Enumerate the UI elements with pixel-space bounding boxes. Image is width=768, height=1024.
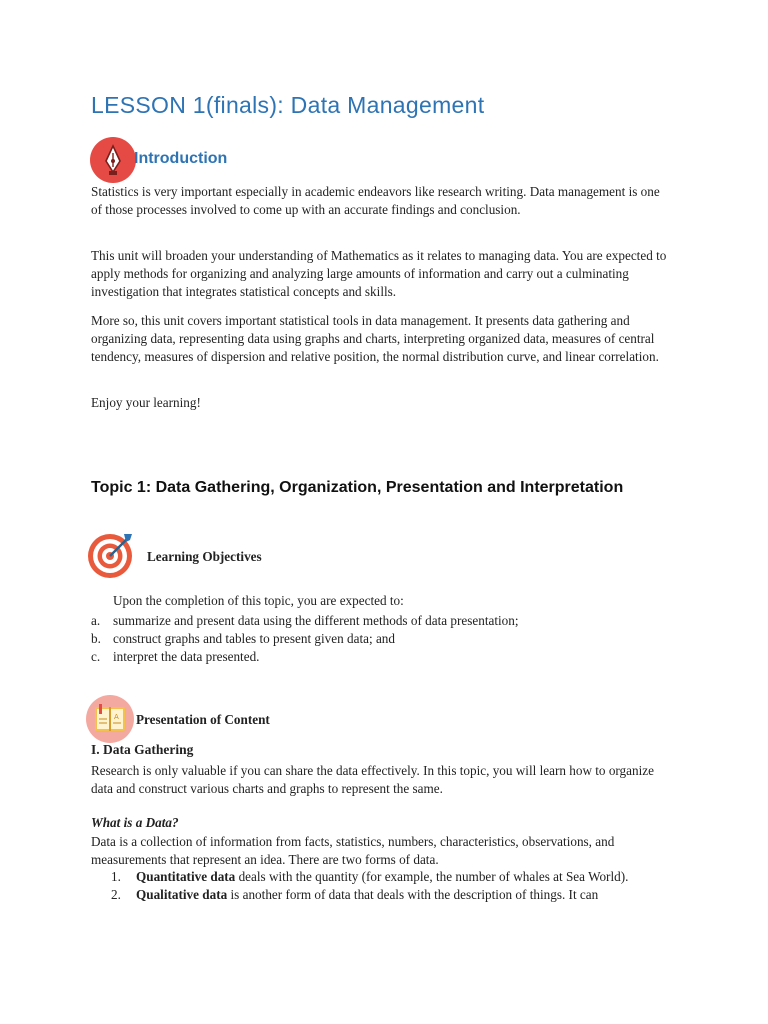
intro-paragraph-4: Enjoy your learning! — [91, 395, 201, 410]
learning-objectives-label: Learning Objectives — [147, 549, 262, 564]
what-is-data-heading: What is a Data? — [91, 815, 179, 830]
topic-heading: Topic 1: Data Gathering, Organization, Presentation and Interpretation — [91, 479, 624, 496]
presentation-header — [86, 695, 386, 745]
data-forms-list — [111, 868, 671, 904]
intro-paragraph-1: Statistics is very important especially in academic endeavors like research writing. Data management is one of those processes involved to come up with an accurate findings and conclusion. — [91, 184, 660, 217]
list-item: 1. Quantitative data deals with the quantity (for example, the number of whales at Sea World). — [111, 869, 629, 884]
list-item: 2. Qualitative data is another form of data that deals with the description of things. It can — [111, 887, 599, 902]
list-item: c. interpret the data presented. — [91, 649, 260, 664]
book-icon — [86, 695, 134, 743]
intro-paragraph-3: More so, this unit covers important statistical tools in data management. It presents data gathering and organizing data, representing data using graphs and charts, interpreting organized data, measures of central tendency, measures of dispersion and relative position, the normal distribution curve, and linear correlation. — [91, 313, 659, 364]
lesson-title: LESSON 1(finals): Data Management — [91, 92, 485, 118]
intro-paragraph-2: This unit will broaden your understanding of Mathematics as it relates to managing data. You are expected to apply methods for organizing and analyzing large amounts of information and carry out a culminating investigation that integrates statistical concepts and skills. — [91, 248, 667, 299]
objectives-list — [91, 612, 519, 666]
svg-text:A: A — [114, 713, 119, 721]
introduction-header — [90, 137, 390, 183]
target-icon — [86, 530, 136, 580]
learning-objectives-header — [86, 530, 386, 582]
data-gathering-heading: I. Data Gathering — [91, 742, 194, 757]
what-is-data-paragraph: Data is a collection of information from facts, statistics, numbers, characteristics, observations, and measurements that represent an idea. There are two forms of data. — [91, 834, 615, 867]
presentation-label: Presentation of Content — [136, 712, 270, 727]
objectives-intro: Upon the completion of this topic, you are expected to: — [113, 593, 404, 608]
pen-nib-icon — [90, 137, 136, 183]
data-gathering-paragraph: Research is only valuable if you can share the data effectively. In this topic, you will learn how to organize data and construct various charts and graphs to represent the same. — [91, 763, 654, 796]
introduction-heading: Introduction — [134, 150, 228, 167]
list-item: b. construct graphs and tables to present given data; and — [91, 631, 395, 646]
list-item: a. summarize and present data using the different methods of data presentation; — [91, 613, 519, 628]
